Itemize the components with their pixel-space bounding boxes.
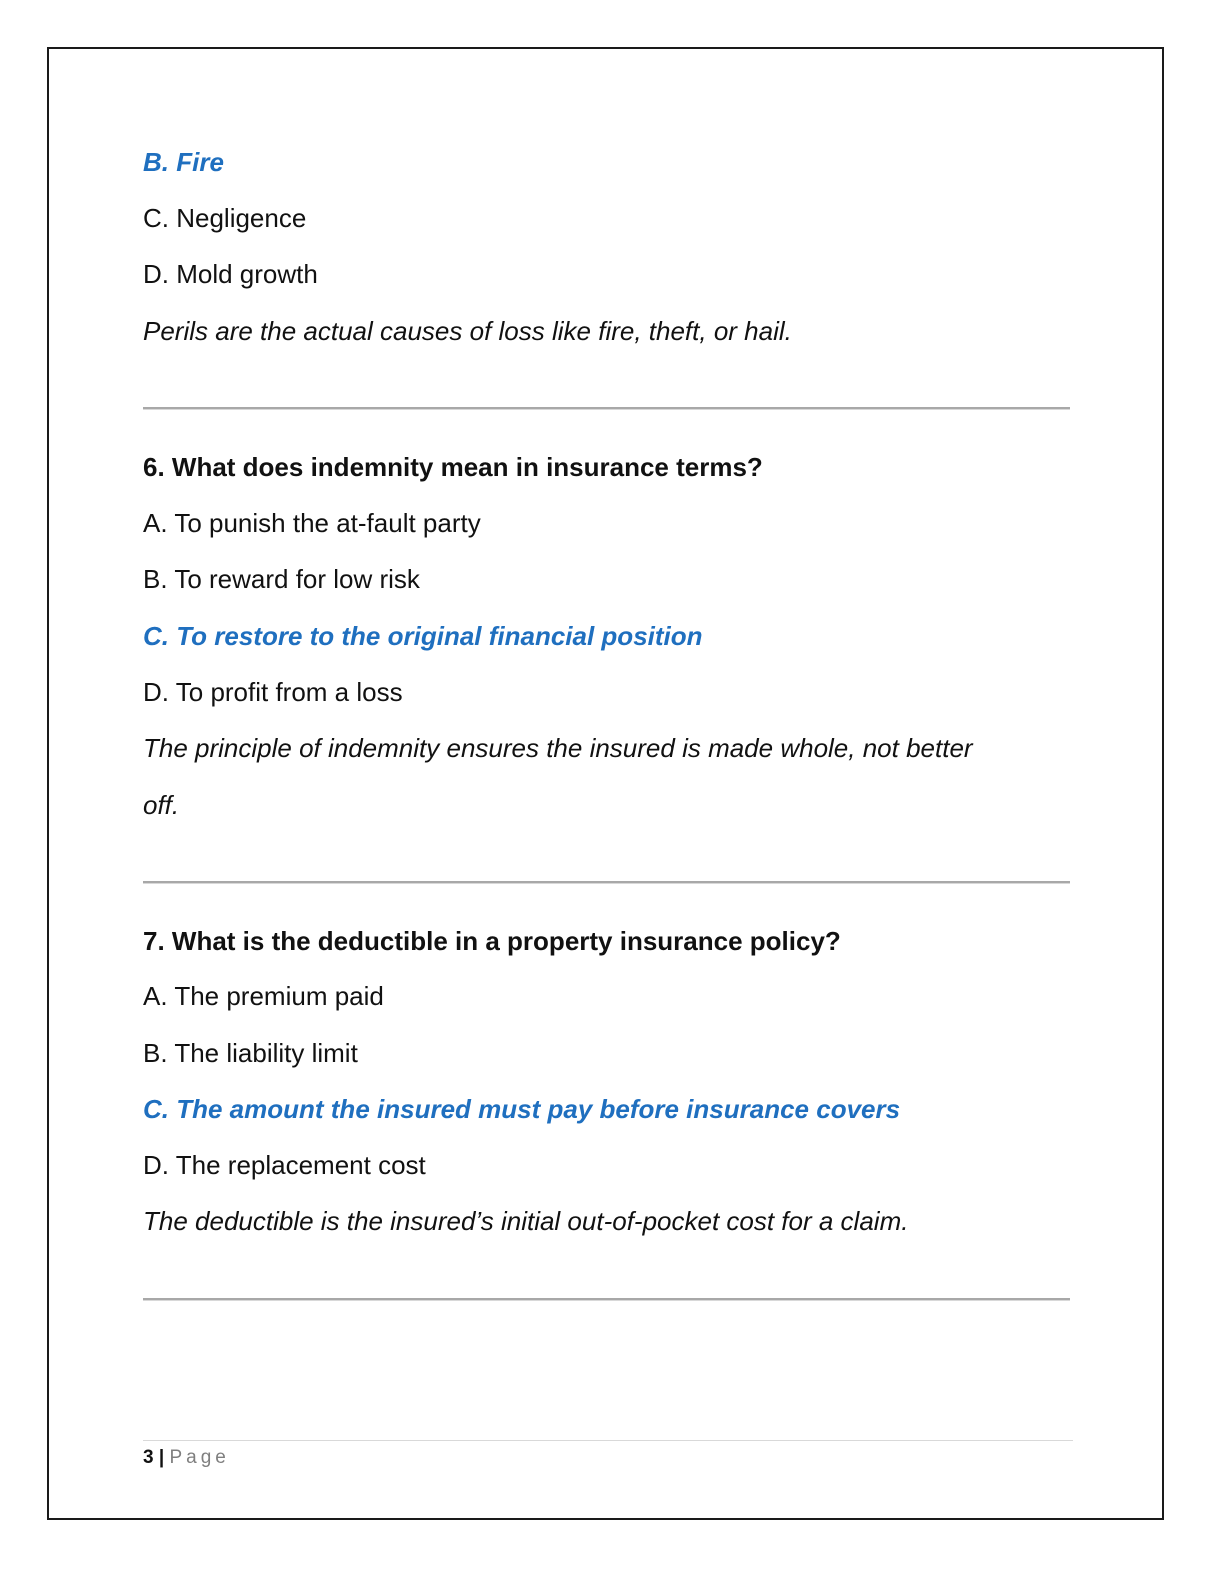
separator-line <box>143 881 1070 884</box>
page-number: 3 <box>143 1447 154 1468</box>
q7-explanation: The deductible is the insured’s initial out-of-pocket cost for a claim. <box>143 1206 909 1236</box>
page-label: Page <box>169 1447 230 1468</box>
separator-line <box>143 1298 1070 1301</box>
page-separator: | <box>158 1447 165 1468</box>
q6-option-a: A. To punish the at-fault party <box>143 508 481 538</box>
page-footer <box>143 1446 230 1470</box>
q7-option-b: B. The liability limit <box>143 1038 358 1068</box>
q6-option-b: B. To reward for low risk <box>143 564 420 594</box>
q6-option-d: D. To profit from a loss <box>143 677 403 707</box>
q7-option-a: A. The premium paid <box>143 981 384 1011</box>
q6-option-c-correct: C. To restore to the original financial position <box>143 621 703 651</box>
q7-question: 7. What is the deductible in a property insurance policy? <box>143 926 841 956</box>
q7-option-c-correct: C. The amount the insured must pay before insurance covers <box>143 1094 901 1124</box>
footer-rule <box>143 1440 1073 1441</box>
q6-explanation-line-2: off. <box>143 790 180 820</box>
q5-option-b-correct: B. Fire <box>143 147 224 177</box>
q7-option-d: D. The replacement cost <box>143 1150 426 1180</box>
separator-line <box>143 407 1070 410</box>
q5-option-d: D. Mold growth <box>143 259 318 289</box>
q5-option-c: C. Negligence <box>143 203 307 233</box>
q6-question: 6. What does indemnity mean in insurance terms? <box>143 452 763 482</box>
q5-explanation: Perils are the actual causes of loss like fire, theft, or hail. <box>143 316 792 346</box>
q6-explanation-line-1: The principle of indemnity ensures the insured is made whole, not better <box>143 733 973 763</box>
